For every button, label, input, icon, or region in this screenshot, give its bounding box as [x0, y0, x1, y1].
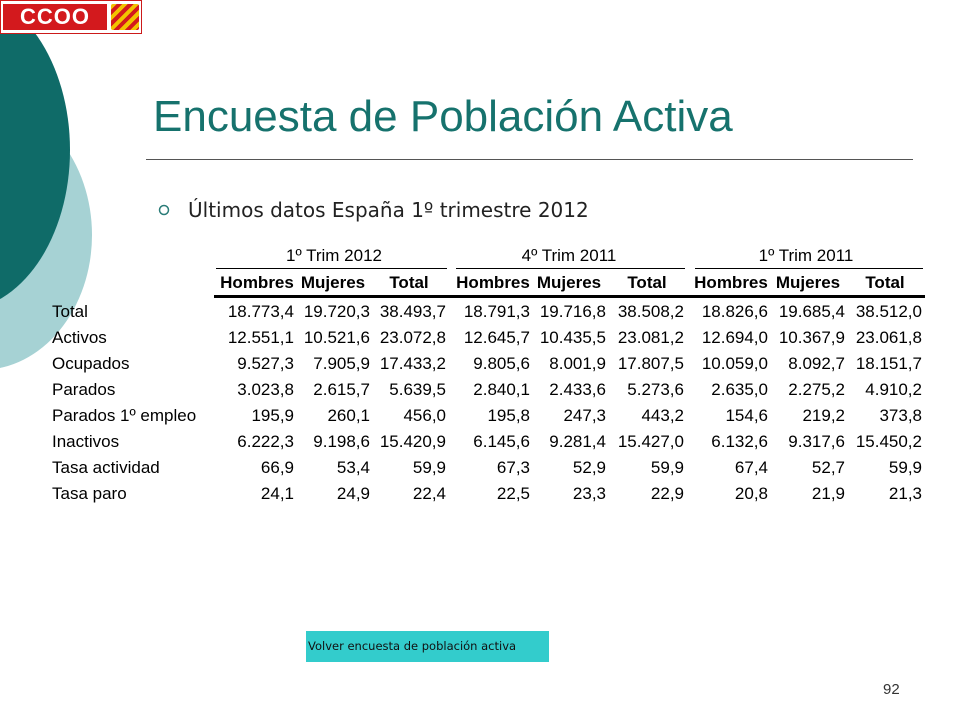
- row-label: Inactivos: [52, 432, 120, 451]
- table-cell: 2.275,2: [788, 380, 845, 399]
- bullet-item: [158, 198, 589, 222]
- page-number: 92: [883, 681, 900, 698]
- table-cell: 8.092,7: [788, 354, 845, 373]
- table-cell: 5.273,6: [627, 380, 684, 399]
- title-divider: [146, 159, 913, 160]
- table-cell: 15.450,2: [855, 432, 922, 451]
- period-underline: [216, 268, 447, 269]
- table-cell: 10.059,0: [701, 354, 768, 373]
- table-cell: 12.551,1: [227, 328, 294, 347]
- table-cell: 66,9: [260, 458, 294, 477]
- table-cell: 154,6: [725, 406, 768, 425]
- column-header: Total: [627, 273, 667, 292]
- table-cell: 195,9: [251, 406, 294, 425]
- row-label: Parados 1º empleo: [52, 406, 197, 425]
- table-cell: 4.910,2: [865, 380, 922, 399]
- row-label: Parados: [52, 380, 116, 399]
- table-cell: 443,2: [641, 406, 684, 425]
- column-header: Mujeres: [536, 273, 602, 292]
- table-cell: 18.151,7: [855, 354, 922, 373]
- table-cell: 2.635,0: [711, 380, 768, 399]
- table-cell: 18.826,6: [701, 302, 768, 321]
- table-cell: 59,9: [650, 458, 684, 477]
- table-cell: 19.720,3: [303, 302, 370, 321]
- table-cell: 21,9: [811, 484, 845, 503]
- table-cell: 7.905,9: [313, 354, 370, 373]
- table-cell: 52,9: [572, 458, 606, 477]
- table-cell: 9.527,3: [237, 354, 294, 373]
- column-header: Total: [865, 273, 905, 292]
- period-header: 1º Trim 2011: [758, 246, 854, 265]
- table-cell: 6.132,6: [711, 432, 768, 451]
- table-cell: 5.639,5: [389, 380, 446, 399]
- column-header: Mujeres: [775, 273, 841, 292]
- table-cell: 53,4: [336, 458, 370, 477]
- table-cell: 22,5: [496, 484, 530, 503]
- table-cell: 23.061,8: [855, 328, 922, 347]
- table-cell: 9.805,6: [473, 354, 530, 373]
- table-cell: 59,9: [888, 458, 922, 477]
- table-cell: 6.145,6: [473, 432, 530, 451]
- table-cell: 15.427,0: [617, 432, 684, 451]
- table-cell: 18.773,4: [227, 302, 294, 321]
- table-cell: 9.281,4: [549, 432, 606, 451]
- header-underline: [214, 295, 925, 298]
- table-cell: 23.072,8: [379, 328, 446, 347]
- table-cell: 59,9: [412, 458, 446, 477]
- table-cell: 2.615,7: [313, 380, 370, 399]
- period-underline: [695, 268, 923, 269]
- table-cell: 52,7: [811, 458, 845, 477]
- table-cell: 9.198,6: [313, 432, 370, 451]
- row-label: Activos: [52, 328, 107, 347]
- row-label: Tasa paro: [52, 484, 127, 503]
- table-cell: 9.317,6: [788, 432, 845, 451]
- row-label: Tasa actividad: [52, 458, 160, 477]
- table-cell: 10.367,9: [778, 328, 845, 347]
- table-cell: 18.791,3: [463, 302, 530, 321]
- table-cell: 12.694,0: [701, 328, 768, 347]
- table-cell: 10.521,6: [303, 328, 370, 347]
- table-cell: 19.685,4: [778, 302, 845, 321]
- table-cell: 6.222,3: [237, 432, 294, 451]
- circle-bullet-icon: [158, 204, 170, 216]
- column-header: Mujeres: [300, 273, 366, 292]
- table-cell: 21,3: [888, 484, 922, 503]
- table-cell: 19.716,8: [539, 302, 606, 321]
- aragon-flag-icon: [111, 4, 139, 30]
- table-cell: 23.081,2: [617, 328, 684, 347]
- table-cell: 12.645,7: [463, 328, 530, 347]
- table-cell: 2.840,1: [473, 380, 530, 399]
- table-cell: 38.512,0: [855, 302, 922, 321]
- table-cell: 22,4: [412, 484, 446, 503]
- table-cell: 23,3: [572, 484, 606, 503]
- period-underline: [456, 268, 685, 269]
- column-header: Total: [389, 273, 429, 292]
- table-cell: 456,0: [403, 406, 446, 425]
- table-cell: 22,9: [650, 484, 684, 503]
- table-cell: 67,4: [734, 458, 768, 477]
- table-cell: 195,8: [487, 406, 530, 425]
- table-cell: 15.420,9: [379, 432, 446, 451]
- table-cell: 38.493,7: [379, 302, 446, 321]
- table-cell: 24,1: [260, 484, 294, 503]
- bullet-text: Últimos datos España 1º trimestre 2012: [188, 198, 589, 222]
- table-cell: 17.807,5: [617, 354, 684, 373]
- table-cell: 20,8: [734, 484, 768, 503]
- column-header: Hombres: [456, 273, 530, 292]
- table-cell: 8.001,9: [549, 354, 606, 373]
- period-header: 4º Trim 2011: [521, 246, 617, 265]
- table-cell: 219,2: [802, 406, 845, 425]
- table-cell: 24,9: [336, 484, 370, 503]
- row-label: Ocupados: [52, 354, 130, 373]
- period-header: 1º Trim 2012: [286, 246, 382, 265]
- column-header: Hombres: [220, 273, 294, 292]
- table-cell: 247,3: [563, 406, 606, 425]
- table-cell: 2.433,6: [549, 380, 606, 399]
- table-cell: 3.023,8: [237, 380, 294, 399]
- row-label: Total: [52, 302, 88, 321]
- table-cell: 17.433,2: [379, 354, 446, 373]
- table-cell: 10.435,5: [539, 328, 606, 347]
- page-title: Encuesta de Población Activa: [153, 92, 733, 141]
- logo-text: CCOO: [3, 4, 107, 30]
- table-cell: 260,1: [327, 406, 370, 425]
- table-cell: 373,8: [879, 406, 922, 425]
- column-header: Hombres: [694, 273, 768, 292]
- table-cell: 38.508,2: [617, 302, 684, 321]
- ccoo-logo: [0, 0, 142, 34]
- table-cell: 67,3: [496, 458, 530, 477]
- back-to-epa-link[interactable]: Volver encuesta de población activa: [306, 631, 549, 662]
